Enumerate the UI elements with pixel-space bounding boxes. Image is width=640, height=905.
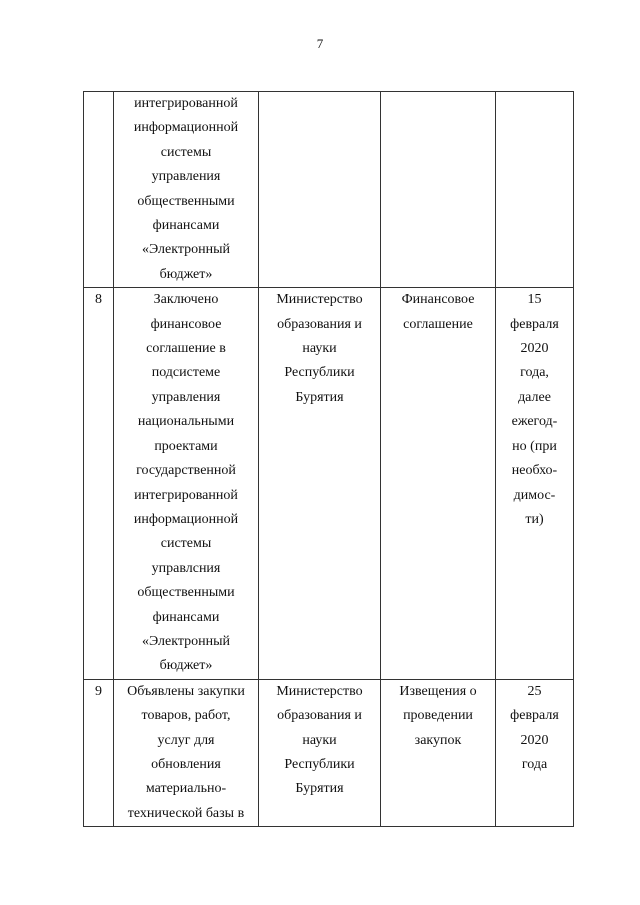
- text-line: государственной: [136, 463, 236, 479]
- row-number: 8: [84, 288, 114, 680]
- text-line: бюджет»: [159, 266, 213, 282]
- text-line: года: [521, 756, 548, 772]
- text-line: 15: [527, 292, 542, 308]
- event-cell: [114, 92, 259, 288]
- text-line: Министерство: [276, 683, 363, 699]
- text-line: науки: [302, 732, 337, 748]
- text-line: Республики: [284, 756, 355, 772]
- text-line: общественными: [137, 585, 235, 601]
- text-line: далее: [518, 389, 551, 405]
- row-number: [84, 92, 114, 288]
- deadline-text: [499, 288, 570, 532]
- plan-table: [83, 91, 574, 827]
- text-line: проведении: [403, 708, 473, 724]
- document-cell: [381, 679, 496, 826]
- text-line: управления: [151, 389, 221, 405]
- text-line: Заключено: [153, 292, 219, 308]
- text-line: информационной: [133, 120, 239, 136]
- executor-cell: [259, 679, 381, 826]
- text-line: Бурятия: [295, 389, 344, 405]
- text-line: финансами: [152, 609, 220, 625]
- table-row: [84, 679, 574, 826]
- text-line: интегрированной: [134, 96, 238, 111]
- text-line: образования и: [277, 708, 362, 724]
- text-line: системы: [160, 536, 212, 552]
- text-line: димос-: [513, 487, 556, 503]
- deadline-cell: [496, 92, 574, 288]
- text-line: февраля: [510, 316, 559, 332]
- event-cell: [114, 679, 259, 826]
- table-row: [84, 288, 574, 680]
- text-line: услуг для: [157, 732, 215, 748]
- text-line: Финансовое: [401, 292, 475, 308]
- event-text: [117, 92, 255, 287]
- text-line: соглашение: [403, 316, 473, 332]
- text-line: финансовое: [150, 316, 222, 332]
- text-line: Министерство: [276, 292, 363, 308]
- text-line: подсистеме: [151, 365, 221, 381]
- text-line: «Электронный: [141, 242, 231, 258]
- text-line: национальными: [137, 414, 235, 430]
- page-number: 7: [316, 36, 324, 51]
- deadline-cell: [496, 679, 574, 826]
- document-cell: [381, 288, 496, 680]
- text-line: интегрированной: [134, 487, 238, 503]
- event-cell: [114, 288, 259, 680]
- text-line: Извещения о: [399, 683, 477, 699]
- event-text: [117, 288, 255, 679]
- text-line: 2020: [520, 341, 549, 357]
- text-line: образования и: [277, 316, 362, 332]
- text-line: 2020: [520, 732, 549, 748]
- deadline-text: [499, 680, 570, 778]
- text-line: закупок: [414, 732, 462, 748]
- text-line: системы: [160, 144, 212, 160]
- text-line: товаров, работ,: [141, 708, 231, 724]
- text-line: проектами: [154, 438, 218, 454]
- text-line: Объявлены закупки: [127, 683, 245, 699]
- text-line: информационной: [133, 511, 239, 527]
- text-line: ежегод-: [511, 414, 558, 430]
- document-text: [384, 680, 492, 753]
- event-text: [117, 680, 255, 826]
- text-line: Республики: [284, 365, 355, 381]
- text-line: февраля: [510, 708, 559, 724]
- executor-text: [262, 288, 377, 410]
- text-line: бюджет»: [159, 658, 213, 674]
- text-line: 25: [527, 683, 542, 699]
- document-text: [384, 288, 492, 337]
- text-line: но (при: [512, 438, 557, 454]
- text-line: обновления: [151, 756, 221, 772]
- text-line: финансами: [152, 218, 220, 234]
- text-line: года,: [520, 365, 549, 381]
- text-line: необхо-: [511, 463, 558, 479]
- text-line: ти): [525, 511, 544, 527]
- text-line: общественными: [137, 193, 235, 209]
- table-row: [84, 92, 574, 288]
- text-line: Бурятия: [295, 781, 344, 797]
- text-line: науки: [302, 341, 337, 357]
- executor-cell: [259, 92, 381, 288]
- text-line: технической базы в: [127, 805, 245, 821]
- row-number: 9: [84, 679, 114, 826]
- text-line: управлсния: [151, 560, 221, 576]
- text-line: соглашение в: [146, 341, 226, 357]
- text-line: «Электронный: [141, 633, 231, 649]
- document-cell: [381, 92, 496, 288]
- executor-cell: [259, 288, 381, 680]
- executor-text: [262, 680, 377, 802]
- deadline-cell: [496, 288, 574, 680]
- text-line: управления: [151, 169, 221, 185]
- text-line: материально-: [145, 781, 227, 797]
